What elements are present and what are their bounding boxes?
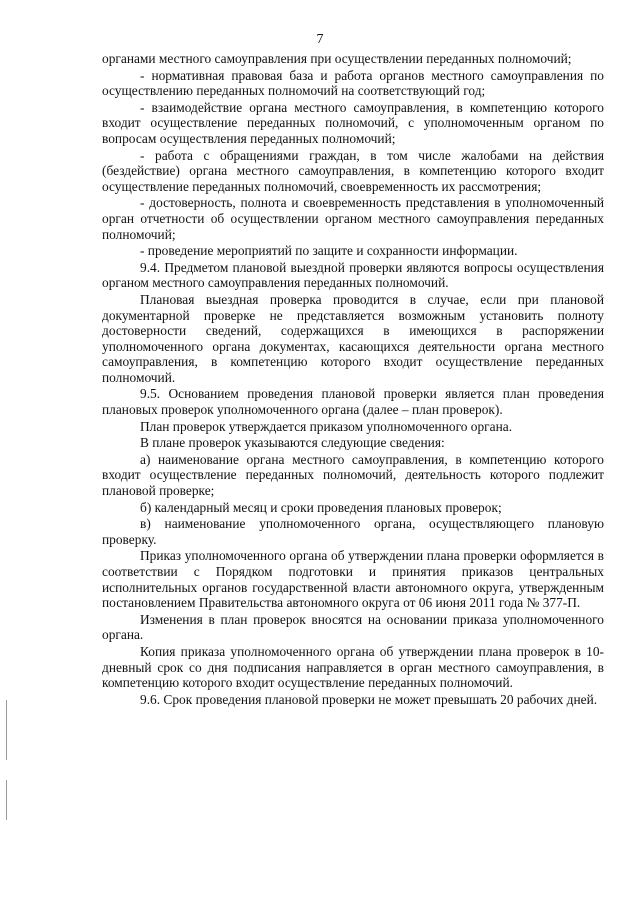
paragraph: - достоверность, полнота и своевременность представления в уполномоченный орган отчетности об осуществлении органом местного самоуправления переданных полномочий; [102,195,604,242]
scan-edge-line [6,700,7,760]
paragraph: 9.4. Предметом плановой выездной проверки являются вопросы осуществления органом местного самоуправления переданных полномочий. [102,259,604,291]
paragraph: В плане проверок указываются следующие сведения: [140,435,445,451]
page-number: 7 [316,32,324,47]
paragraph: Копия приказа уполномоченного органа об утверждении плана проверок в 10-дневный срок со дня подписания направляется в орган местного самоуправления, в компетенцию которого входит осуществление переданных полномочий. [102,643,604,691]
paragraph: План проверок утверждается приказом уполномоченного органа. [140,418,513,434]
paragraph: Плановая выездная проверка проводится в случае, если при плановой документарной проверке не представляется возможным установить полноту достоверности сведений, содержащихся в имеющихся в распоряжении уполномоченного органа документах, касающихся деятельности органа местного самоуправления, в компетенцию которого входит осуществление переданных полномочий. [102,291,604,385]
paragraph: - взаимодействие органа местного самоуправления, в компетенцию которого входит осуществление переданных полномочий, с уполномоченным органом по вопросам осуществления переданных полномочий; [102,99,604,146]
paragraph: 9.5. Основанием проведения плановой проверки является план проведения плановых проверок уполномоченного органа (далее – план проверок). [102,386,604,418]
paragraph: в) наименование уполномоченного органа, осуществляющего плановую проверку. [102,516,604,547]
paragraph: а) наименование органа местного самоуправления, в компетенцию которого входит осуществление переданных полномочий, деятельность которого подлежит плановой проверке; [102,451,604,499]
paragraph: Изменения в план проверок вносятся на основании приказа уполномоченного органа. [102,611,604,643]
page-body [102,51,604,708]
paragraph: органами местного самоуправления при осуществлении переданных полномочий; [102,51,572,66]
paragraph: б) календарный месяц и сроки проведения плановых проверок; [140,499,502,515]
paragraph: - работа с обращениями граждан, в том числе жалобами на действия (бездействие) органа местного самоуправления, в компетенцию которого входит осуществление переданных полномочий, своевременность их рассмотрения; [102,147,604,194]
paragraph: - проведение мероприятий по защите и сохранности информации. [140,243,518,259]
paragraph: 9.6. Срок проведения плановой проверки не может превышать 20 рабочих дней. [140,691,598,707]
paragraph: Приказ уполномоченного органа об утверждении плана проверки оформляется в соответствии с Порядком подготовки и принятия приказов центральных исполнительных органов государственной власти автономного округа, утвержденным постановлением Правительства автономного округа от 06 июня 2011 года № 377-П. [102,548,604,611]
paragraph: - нормативная правовая база и работа органов местного самоуправления по осуществлению переданных полномочий на соответствующий год; [102,67,604,99]
scan-edge-line [6,780,7,820]
